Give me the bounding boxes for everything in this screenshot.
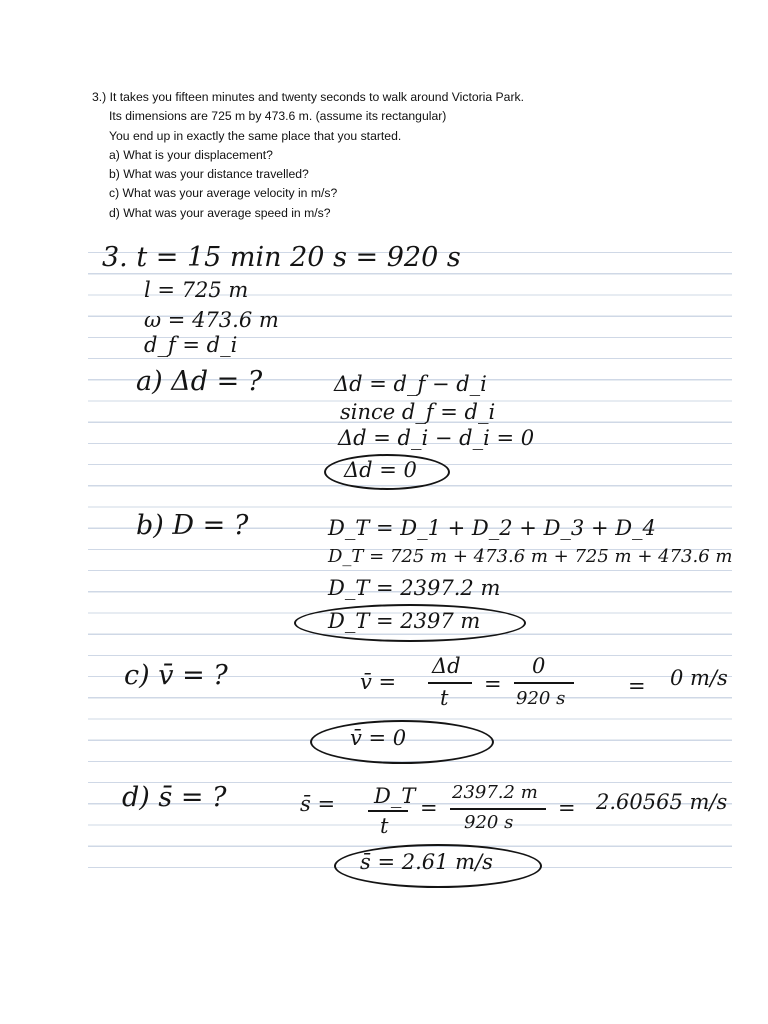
part-d-label: d) s̄ = ? <box>122 782 227 813</box>
part-d-answer: s̄ = 2.61 m/s <box>360 850 493 874</box>
part-c-fraction-bar-1 <box>428 682 472 684</box>
part-b-answer: D_T = 2397 m <box>328 609 481 633</box>
part-d-lhs: s̄ = <box>300 792 336 816</box>
part-b-line-1: D_T = D_1 + D_2 + D_3 + D_4 <box>328 516 656 540</box>
part-c-equals-2: = <box>628 674 646 698</box>
given-length: l = 725 m <box>144 278 249 302</box>
part-a-answer: Δd = 0 <box>344 458 417 482</box>
part-d-equals-1: = <box>420 796 438 820</box>
part-c-equals-1: = <box>484 672 502 696</box>
part-d-equals-2: = <box>558 796 576 820</box>
part-c-lhs: v̄ = <box>360 670 397 694</box>
part-b-line-3: D_T = 2397.2 m <box>328 576 501 600</box>
part-c-label: c) v̄ = ? <box>124 660 228 691</box>
problem-statement <box>92 88 732 223</box>
part-c-denominator-2: 920 s <box>516 688 566 709</box>
problem-line-3: You end up in exactly the same place that you started. <box>109 128 402 143</box>
problem-line-2: Its dimensions are 725 m by 473.6 m. (assume its rectangular) <box>109 109 447 124</box>
part-b-label: b) D = ? <box>136 510 249 541</box>
part-b-line-2: D_T = 725 m + 473.6 m + 725 m + 473.6 m <box>328 546 733 567</box>
given-width: ω = 473.6 m <box>144 308 279 332</box>
given-time: 3. t = 15 min 20 s = 920 s <box>102 242 461 273</box>
problem-line-1: 3.) It takes you fifteen minutes and twenty seconds to walk around Victoria Park. <box>92 90 524 104</box>
given-positions: d_f = d_i <box>144 333 238 357</box>
part-c-numerator-1: Δd <box>432 654 461 678</box>
part-c-numerator-2: 0 <box>532 654 546 678</box>
part-c-fraction-bar-2 <box>514 682 574 684</box>
part-d-numerator-2: 2397.2 m <box>452 782 538 803</box>
part-a-line-2: since d_f = d_i <box>340 400 496 424</box>
question-b: b) What was your distance travelled? <box>109 167 309 182</box>
part-d-fraction-bar-2 <box>450 808 546 810</box>
handwritten-solution-sheet <box>88 232 732 872</box>
question-d: d) What was your average speed in m/s? <box>109 205 331 220</box>
part-a-line-3: Δd = d_i − d_i = 0 <box>338 426 535 450</box>
part-d-result: 2.60565 m/s <box>596 790 728 814</box>
part-d-fraction-bar-1 <box>368 810 408 812</box>
part-a-label: a) Δd = ? <box>136 366 263 397</box>
part-c-result: 0 m/s <box>670 666 728 690</box>
question-c: c) What was your average velocity in m/s? <box>109 186 338 201</box>
part-d-denominator-1: t <box>380 814 389 838</box>
part-a-line-1: Δd = d_f − d_i <box>334 372 487 396</box>
part-c-denominator-1: t <box>440 686 449 710</box>
part-c-answer: v̄ = 0 <box>350 726 407 750</box>
question-a: a) What is your displacement? <box>109 147 273 162</box>
part-d-numerator-1: D_T <box>374 784 416 808</box>
part-d-denominator-2: 920 s <box>464 812 514 833</box>
